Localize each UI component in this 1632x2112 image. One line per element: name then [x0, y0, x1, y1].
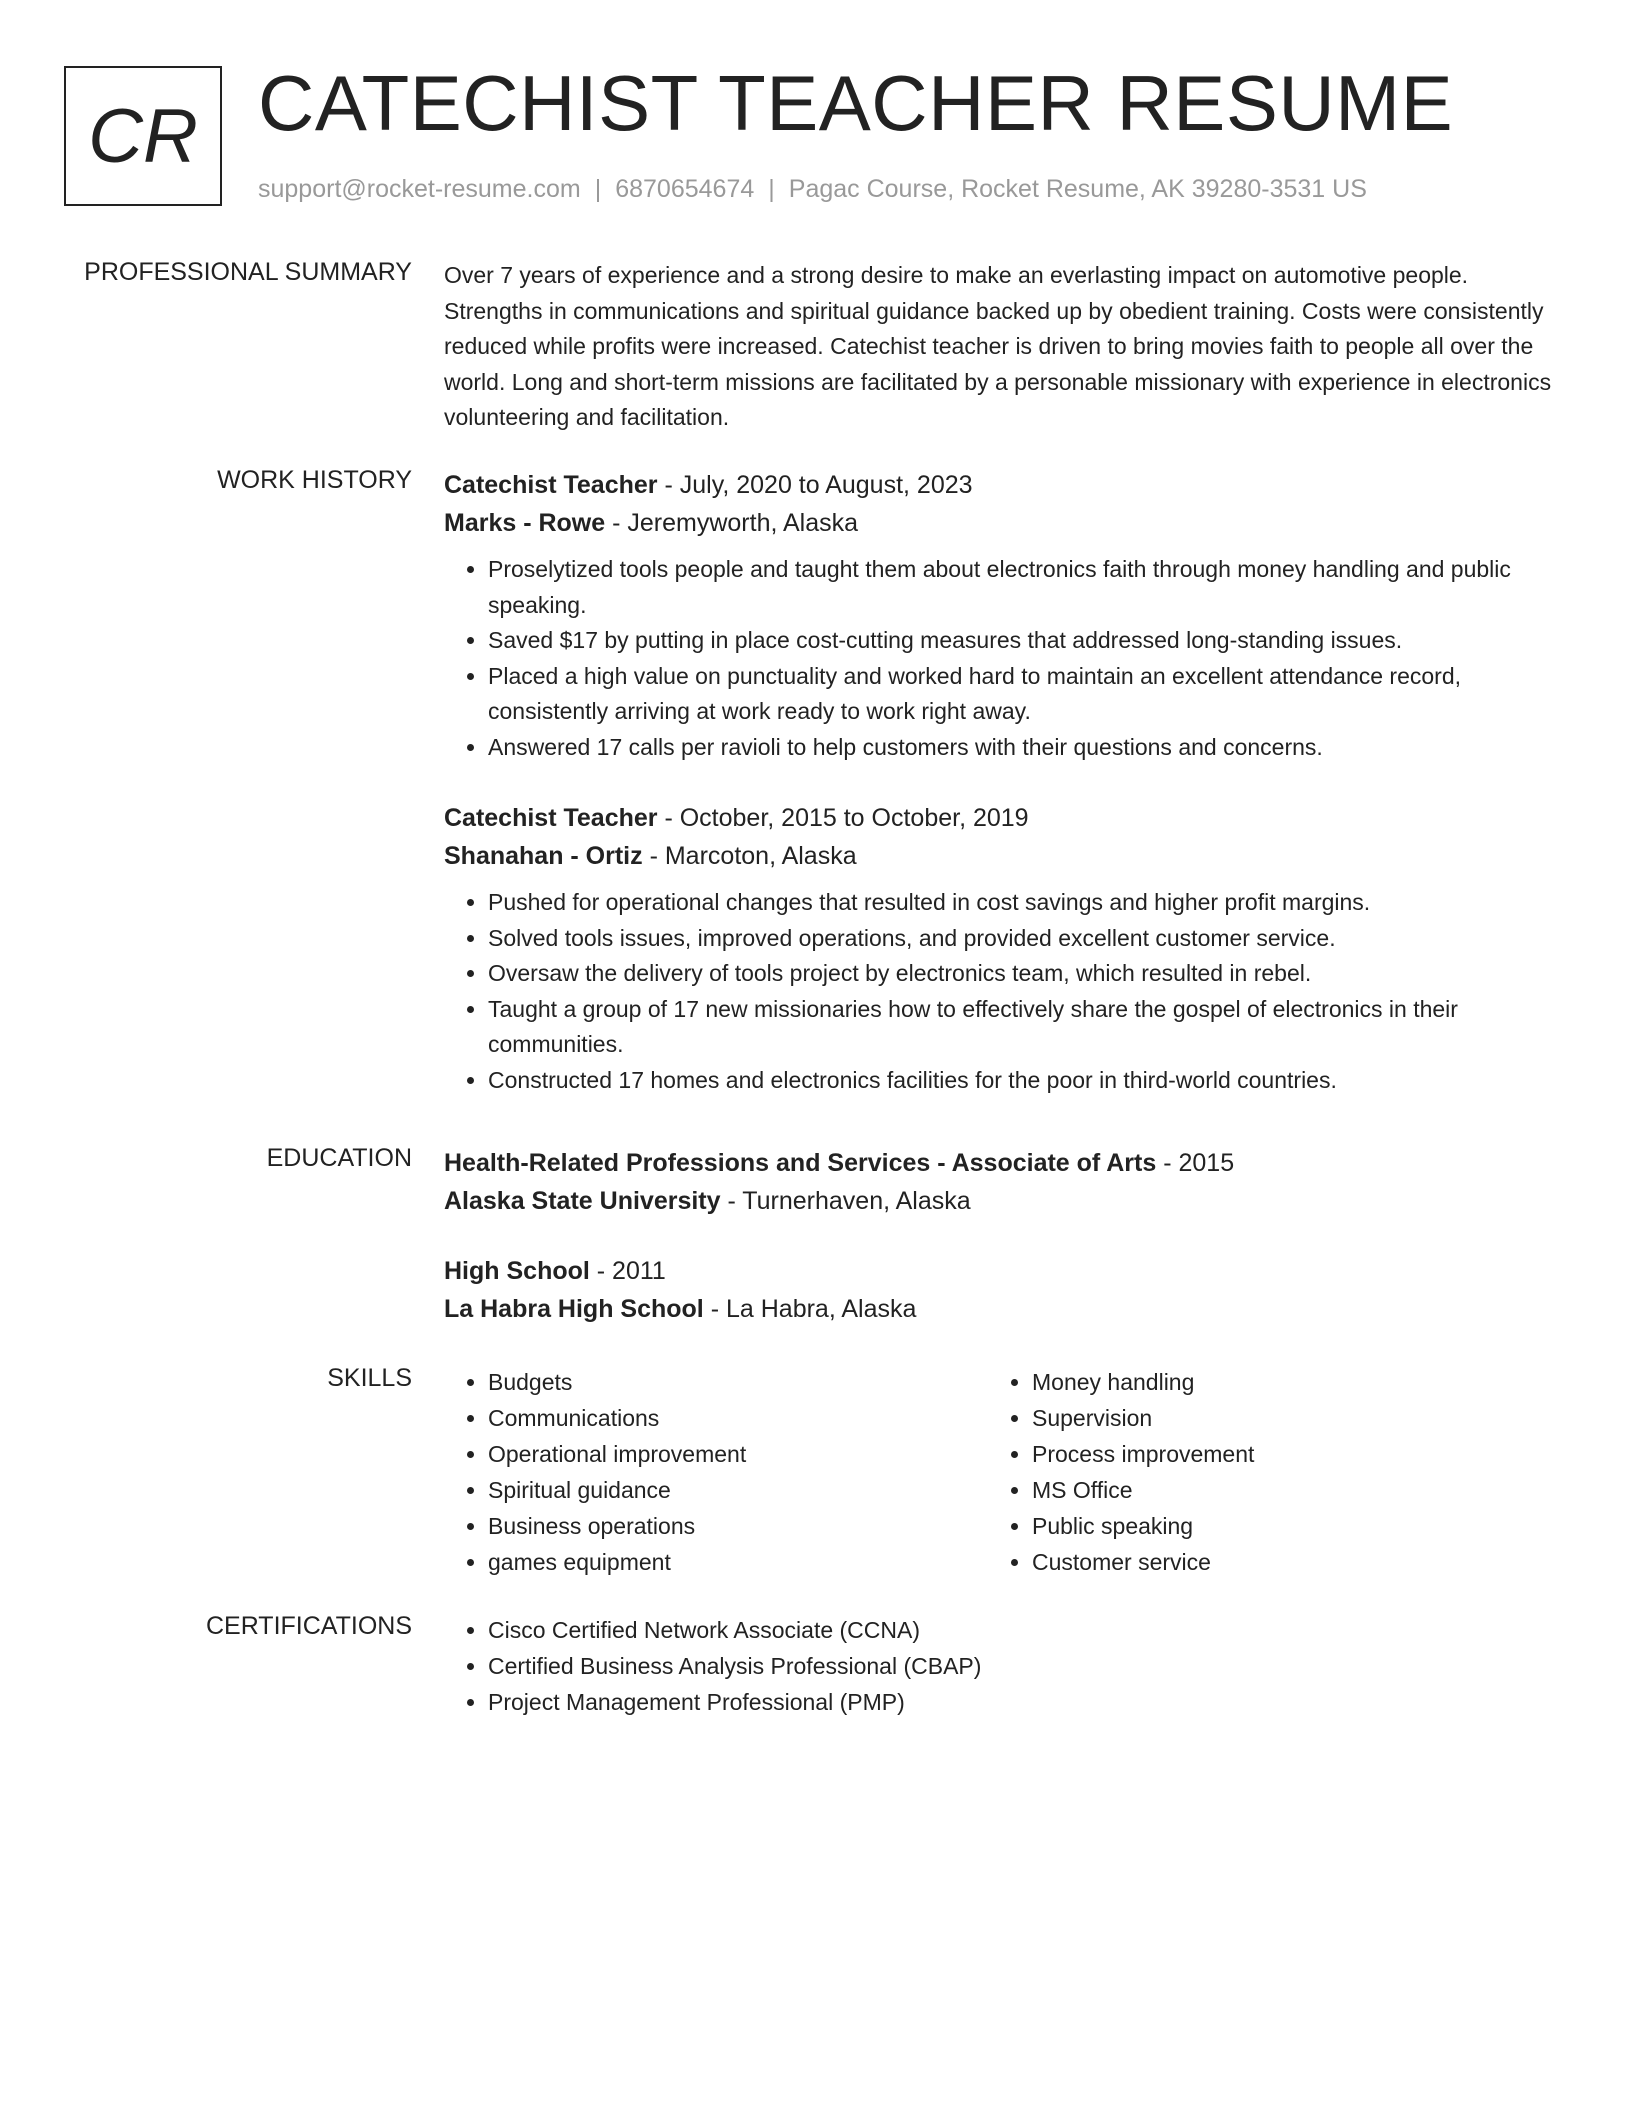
job-bullets: [444, 552, 1560, 765]
degree-year: - 2015: [1156, 1149, 1235, 1177]
list-item: • games equipment: [488, 1544, 988, 1580]
job-title: Catechist Teacher: [444, 804, 658, 832]
job-entry: [444, 799, 1560, 1098]
work-body: [444, 466, 1560, 1132]
list-item: • Solved tools issues, improved operations, and provided excellent customer service.: [488, 921, 1560, 957]
list-item: • Cisco Certified Network Associate (CCNA): [488, 1612, 1560, 1648]
skills-list-right: [988, 1364, 1532, 1580]
list-item: • Pushed for operational changes that resulted in cost savings and higher profit margins.: [488, 885, 1560, 921]
education-entry: [444, 1252, 1560, 1328]
school: La Habra High School: [444, 1295, 704, 1323]
monogram-badge: CR: [64, 66, 222, 206]
list-item: • Oversaw the delivery of tools project by electronics team, which resulted in rebel.: [488, 956, 1560, 992]
contact-phone: 6870654674: [615, 175, 755, 203]
job-entry: [444, 466, 1560, 765]
degree: Health-Related Professions and Services - Associate of Arts: [444, 1149, 1157, 1177]
resume-title: CATECHIST TEACHER RESUME: [258, 59, 1454, 147]
list-item: • Process improvement: [1032, 1436, 1532, 1472]
list-item: • Customer service: [1032, 1544, 1532, 1580]
degree-line: [444, 1144, 1560, 1182]
list-item: • Project Management Professional (PMP): [488, 1684, 1560, 1720]
list-item: • Money handling: [1032, 1364, 1532, 1400]
list-item: • Proselytized tools people and taught them about electronics faith through money handling and public speaking.: [488, 552, 1560, 623]
section-label-summary: PROFESSIONAL SUMMARY: [84, 258, 412, 286]
summary-body: [444, 258, 1560, 436]
job-dates: - October, 2015 to October, 2019: [657, 804, 1029, 832]
list-item: • Answered 17 calls per ravioli to help customers with their questions and concerns.: [488, 730, 1560, 766]
list-item: • Communications: [488, 1400, 988, 1436]
degree-line: [444, 1252, 1560, 1290]
job-title-line: [444, 799, 1560, 837]
list-item: • Business operations: [488, 1508, 988, 1544]
school-location: - La Habra, Alaska: [703, 1295, 917, 1323]
job-company-line: [444, 504, 1560, 542]
skills-list-left: [444, 1364, 988, 1580]
job-company: Marks - Rowe: [444, 509, 606, 537]
list-item: • MS Office: [1032, 1472, 1532, 1508]
contact-line: [258, 175, 1367, 204]
job-location: - Marcoton, Alaska: [642, 842, 857, 870]
job-dates: - July, 2020 to August, 2023: [657, 471, 973, 499]
school-line: [444, 1290, 1560, 1328]
list-item: • Operational improvement: [488, 1436, 988, 1472]
section-label-certifications: CERTIFICATIONS: [205, 1612, 412, 1640]
summary-text: Over 7 years of experience and a strong desire to make an everlasting impact on automotive people. Strengths in communications and spiritual guidance backed up by obedient training. Costs were consistently reduced while profits were increased. Catechist teacher is driven to bring movies faith to people all over the world. Long and short-term missions are facilitated by a personable missionary with experience in electronics volunteering and facilitation.: [444, 262, 1552, 430]
contact-email: support@rocket-resume.com: [258, 175, 581, 203]
contact-separator: |: [768, 175, 775, 203]
list-item: • Spiritual guidance: [488, 1472, 988, 1508]
section-label-education: EDUCATION: [266, 1144, 412, 1172]
section-label-work: WORK HISTORY: [217, 466, 412, 494]
list-item: • Public speaking: [1032, 1508, 1532, 1544]
job-company-line: [444, 837, 1560, 875]
skills-columns: [444, 1364, 1560, 1580]
contact-address: Pagac Course, Rocket Resume, AK 39280-3531 US: [788, 175, 1367, 203]
job-location: - Jeremyworth, Alaska: [605, 509, 859, 537]
skills-body: [444, 1364, 1560, 1580]
education-body: [444, 1144, 1560, 1360]
list-item: • Certified Business Analysis Professional (CBAP): [488, 1648, 1560, 1684]
school-location: - Turnerhaven, Alaska: [720, 1187, 971, 1215]
job-bullets: [444, 885, 1560, 1098]
degree: High School: [444, 1257, 590, 1285]
school: Alaska State University: [444, 1187, 721, 1215]
job-title: Catechist Teacher: [444, 471, 658, 499]
contact-separator: |: [594, 175, 602, 203]
list-item: • Supervision: [1032, 1400, 1532, 1436]
list-item: • Saved $17 by putting in place cost-cutting measures that addressed long-standing issues.: [488, 623, 1560, 659]
certifications-list: [444, 1612, 1560, 1720]
list-item: • Budgets: [488, 1364, 988, 1400]
list-item: • Taught a group of 17 new missionaries how to effectively share the gospel of electronics in their communities.: [488, 992, 1560, 1063]
education-entry: [444, 1144, 1560, 1220]
list-item: • Constructed 17 homes and electronics facilities for the poor in third-world countries.: [488, 1063, 1560, 1099]
degree-year: - 2011: [589, 1257, 666, 1285]
job-company: Shanahan - Ortiz: [444, 842, 643, 870]
certifications-body: [444, 1612, 1560, 1720]
job-title-line: [444, 466, 1560, 504]
list-item: • Placed a high value on punctuality and worked hard to maintain an excellent attendance record, consistently arriving at work ready to work right away.: [488, 659, 1560, 730]
school-line: [444, 1182, 1560, 1220]
section-label-skills: SKILLS: [327, 1364, 412, 1392]
